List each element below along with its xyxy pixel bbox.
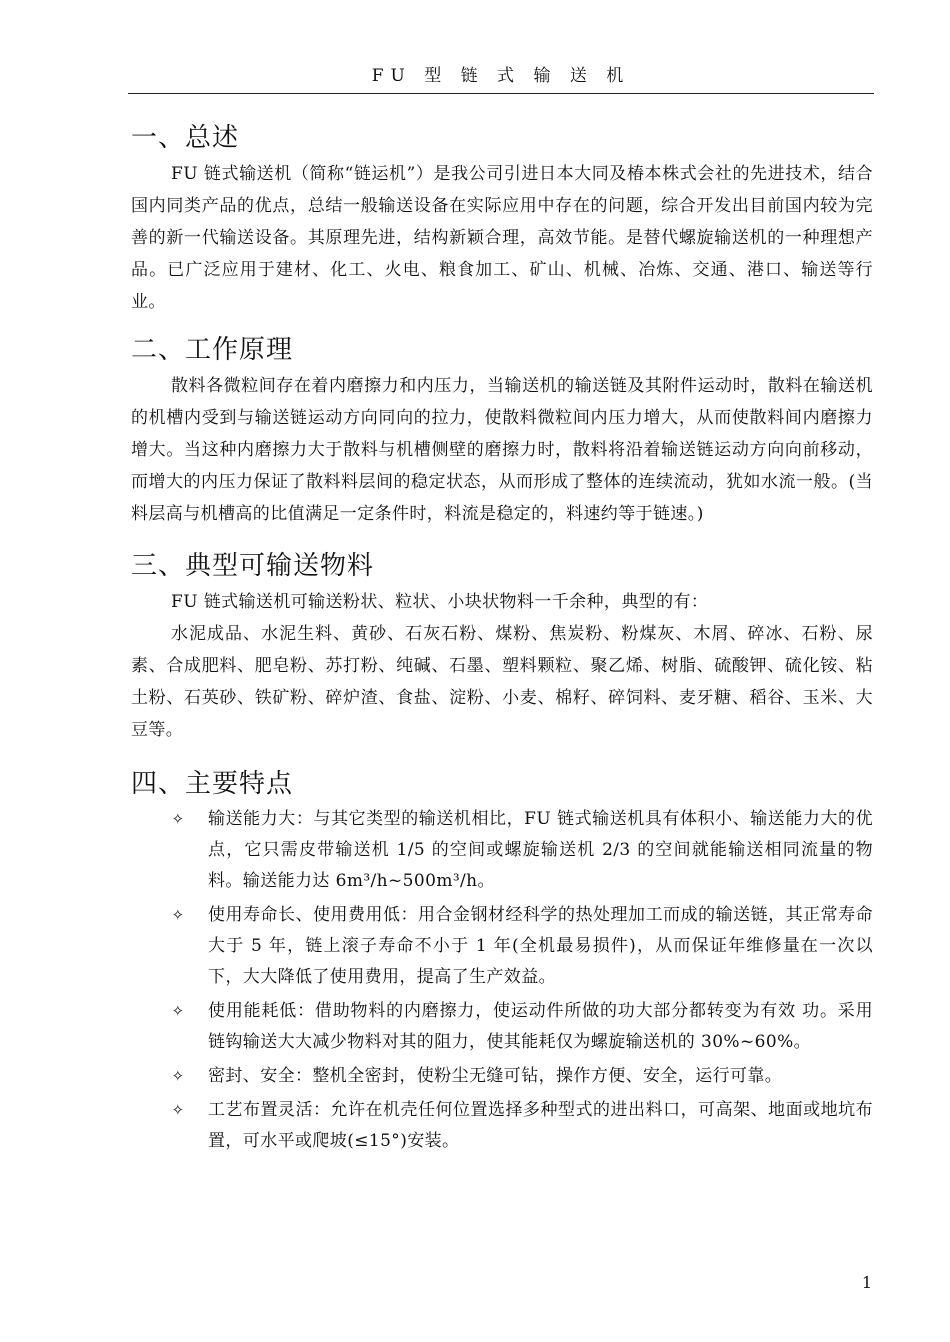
materials-list: 水泥成品、水泥生料、黄砂、石灰石粉、煤粉、焦炭粉、粉煤灰、木屑、碎冰、石粉、尿素、合成肥料、肥皂粉、苏打粉、纯碱、石墨、塑料颗粒、聚乙烯、树脂、硫酸钾、硫化铵、粘土粉、石英砂、铁矿粉、碎炉渣、食盐、淀粉、小麦、棉籽、碎饲料、麦牙糖、稻谷、玉米、大豆等。 (131, 624, 873, 740)
feature-item (131, 1095, 873, 1157)
header-rule (128, 93, 874, 94)
section-working-principle (131, 330, 873, 530)
overview-paragraph: FU 链式输送机（简称“链运机”）是我公司引进日本大同及椿本株式会社的先进技术，结合国内同类产品的优点，总结一般输送设备在实际应用中存在的问题，综合开发出目前国内较为完善的新一代输送设备。其原理先进，结构新颖合理，高效节能。是替代螺旋输送机的一种理想产品。已广泛应用于建材、化工、火电、粮食加工、矿山、机械、冶炼、交通、港口、输送等行业。 (131, 164, 873, 312)
feature-text: 使用寿命长、使用费用低：用合金钢材经科学的热处理加工而成的输送链，其正常寿命大于 5 年，链上滚子寿命不小于 1 年(全机最易损件)，从而保证年维修量在一次以下，大大降低了使用费用，提高了生产效益。 (208, 905, 873, 987)
section-heading: 二、工作原理 (131, 335, 294, 365)
principle-paragraph: 散料各微粒间存在着内磨擦力和内压力，当输送机的输送链及其附件运动时，散料在输送机的机槽内受到与输送链运动方向同向的拉力，使散料微粒间内压力增大，从而使散料间内磨擦力增大。当这种内磨擦力大于散料与机槽侧壁的磨擦力时，散料将沿着输送链运动方向向前移动，而增大的内压力保证了散料料层间的稳定状态，从而形成了整体的连续流动，犹如水流一般。(当料层高与机槽高的比值满足一定条件时，料流是稳定的，料速约等于链速。) (131, 376, 873, 524)
feature-text: 密封、安全：整机全密封，使粉尘无缝可钻，操作方便、安全，运行可靠。 (208, 1066, 783, 1086)
feature-text: 使用能耗低：借助物料的内磨擦力，使运动件所做的功大部分都转变为有效 功。采用链钩输送大大减少物料对其的阻力，使其能耗仅为螺旋输送机的 30%~60%。 (208, 1001, 873, 1052)
feature-item (131, 804, 873, 897)
section-heading: 四、主要特点 (131, 769, 294, 799)
feature-item (131, 900, 873, 993)
feature-text: 工艺布置灵活：允许在机壳任何位置选择多种型式的进出料口，可高架、地面或地坑布置，可水平或爬坡(≤15°)安装。 (208, 1100, 873, 1151)
section-overview (131, 118, 873, 318)
document-body (131, 118, 873, 1160)
diamond-bullet-icon: ✧ (171, 906, 185, 924)
diamond-bullet-icon: ✧ (171, 1002, 185, 1020)
feature-list (131, 804, 873, 1157)
section-heading: 三、典型可输送物料 (131, 551, 375, 581)
section-heading: 一、总述 (131, 123, 240, 153)
materials-intro: FU 链式输送机可输送粉状、粒状、小块状物料一千余种，典型的有： (171, 592, 709, 612)
page-number: 1 (861, 1273, 872, 1292)
diamond-bullet-icon: ✧ (171, 810, 185, 828)
feature-item (131, 1061, 873, 1092)
diamond-bullet-icon: ✧ (171, 1101, 185, 1119)
section-features (131, 764, 873, 1157)
running-header: FU 型 链 式 输 送 机 (371, 66, 631, 86)
diamond-bullet-icon: ✧ (171, 1067, 185, 1085)
feature-text: 输送能力大：与其它类型的输送机相比，FU 链式输送机具有体积小、输送能力大的优点，它只需皮带输送机 1/5 的空间或螺旋输送机 2/3 的空间就能输送相同流量的物料。输送能力达 6m³/h~500m³/h。 (208, 809, 873, 891)
section-materials (131, 546, 873, 746)
feature-item (131, 996, 873, 1058)
